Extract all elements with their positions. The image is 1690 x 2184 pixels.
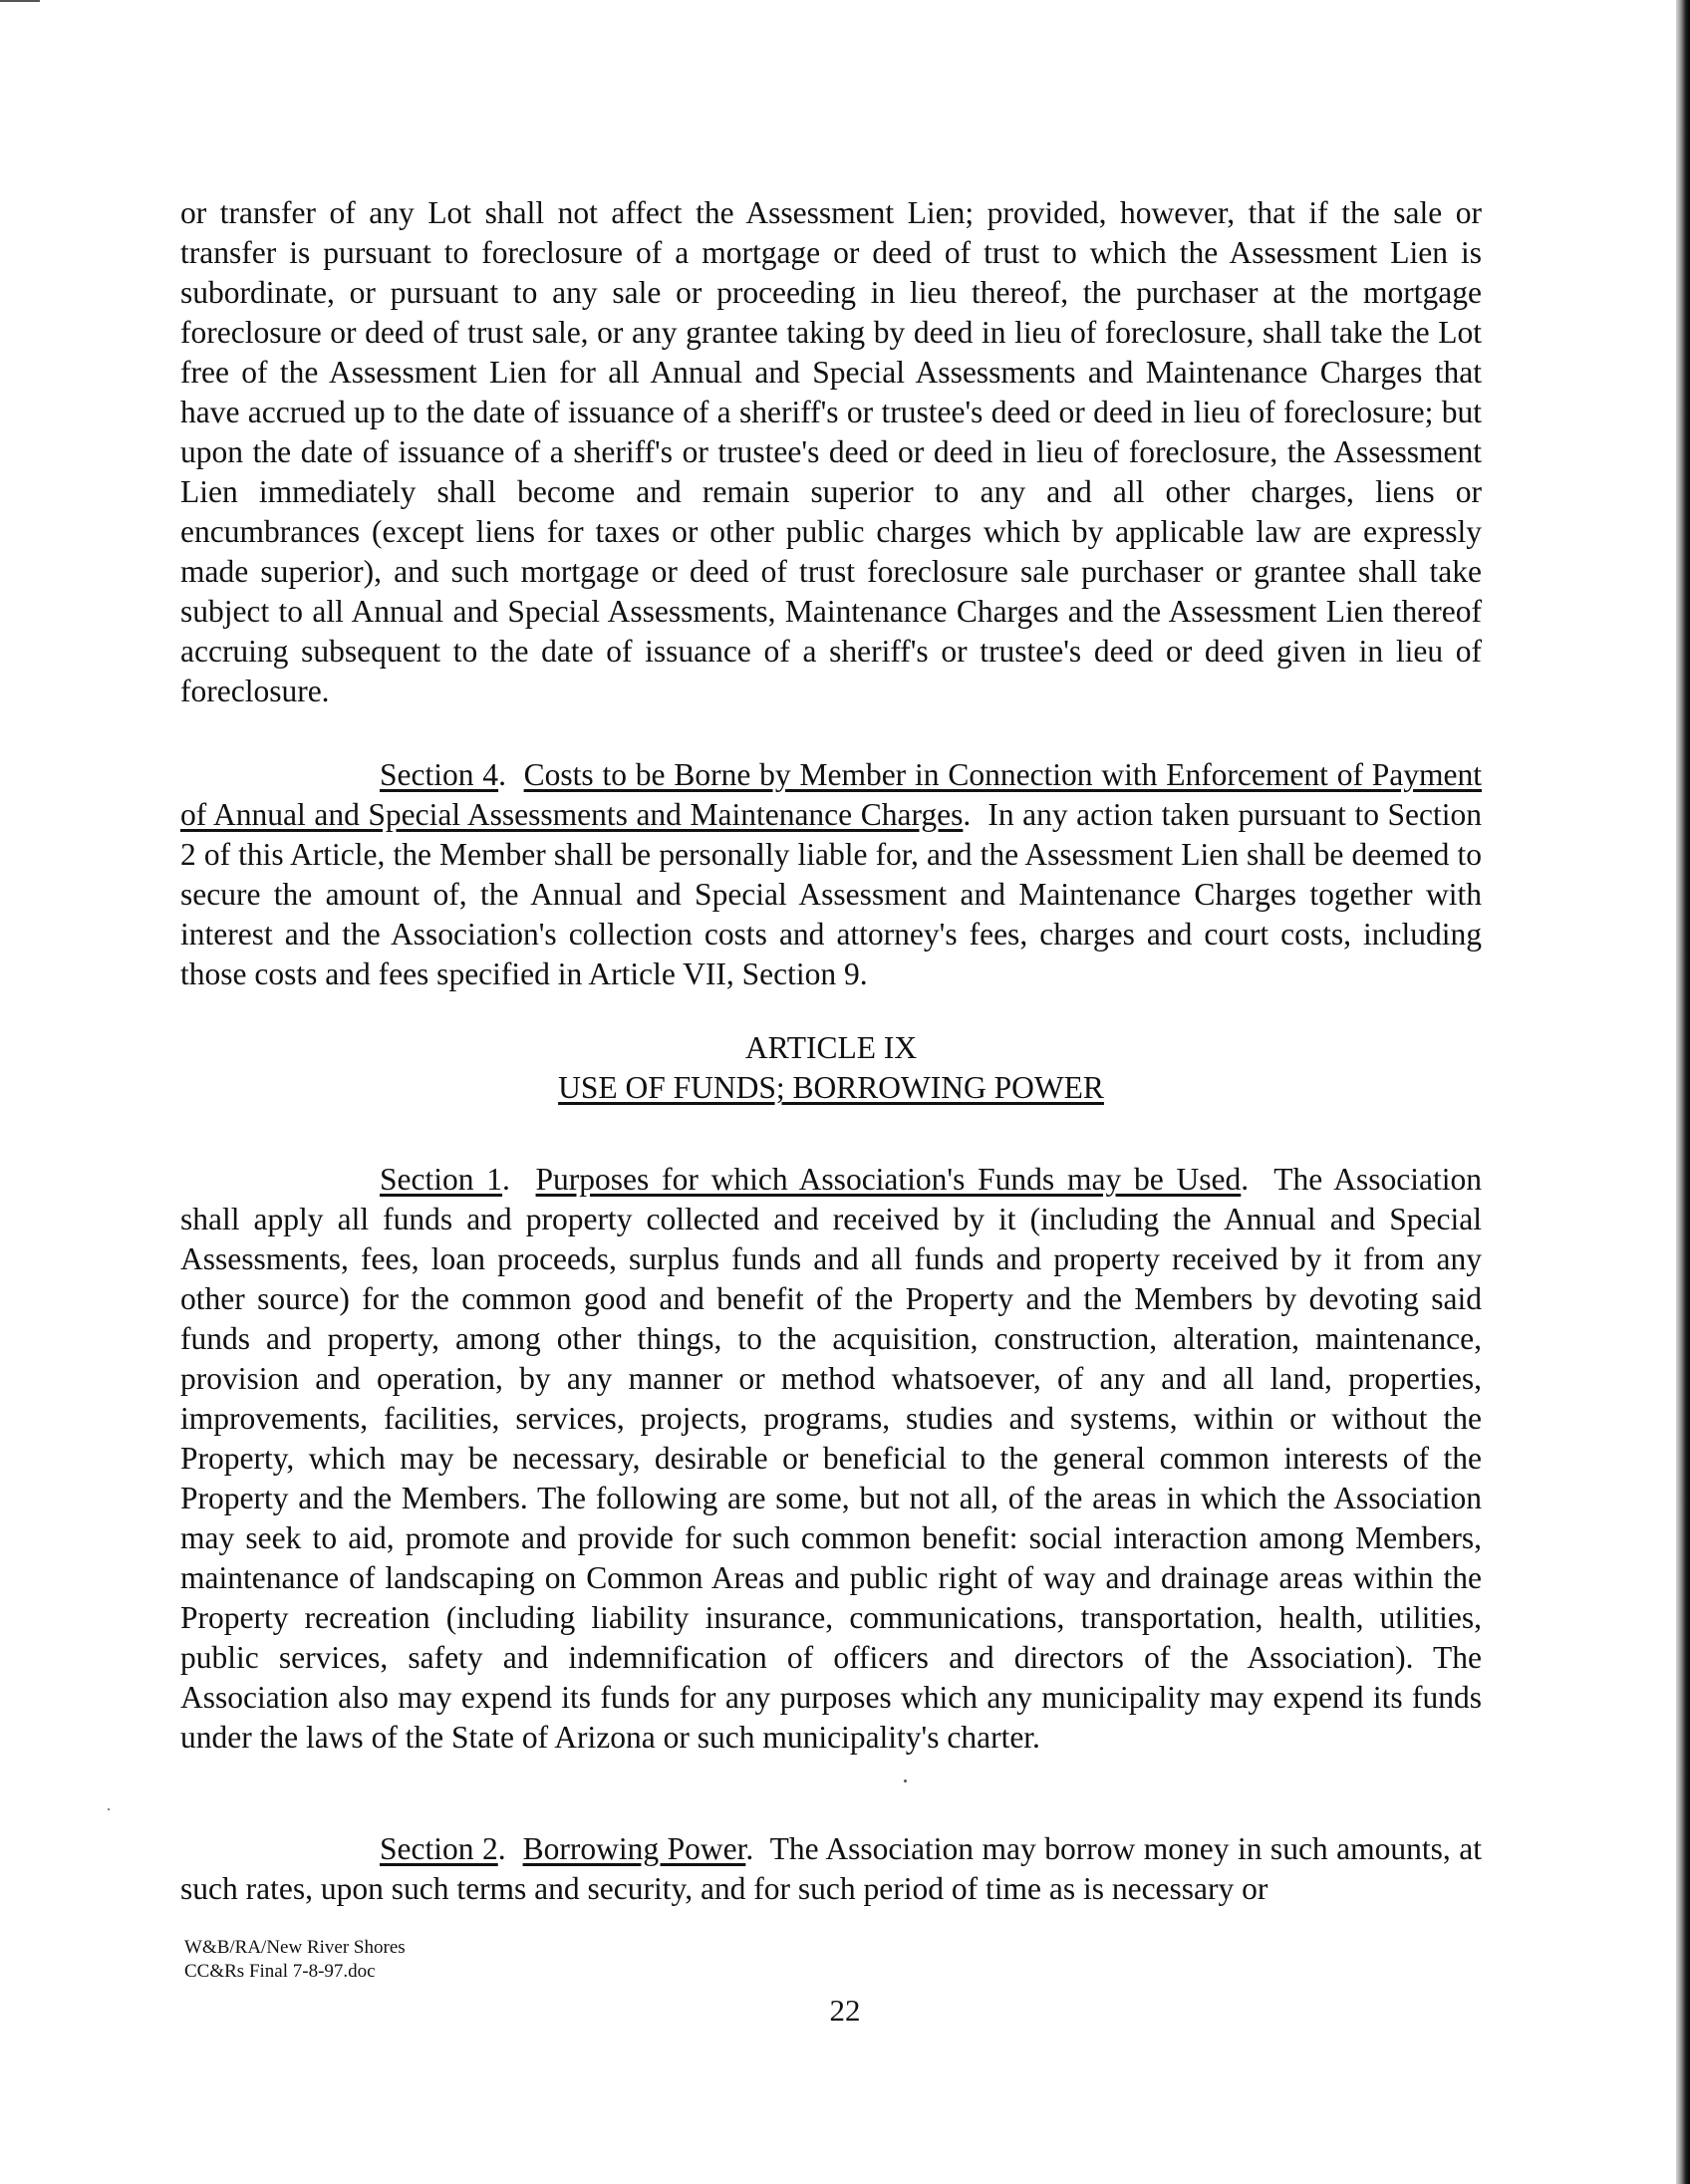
article-heading	[180, 1028, 1482, 1108]
section-2-number: Section 2	[380, 1831, 498, 1866]
section-1-number: Section 1	[380, 1162, 503, 1197]
section-4-paragraph: Section 4. Costs to be Borne by Member in Connection with Enforcement of Payment of Annual and Special Assessments and Maintenance Charges. In any action taken pursuant to Section 2 of this Article, the Member shall be personally liable for, and the Assessment Lien shall be deemed to secure the amount of, the Annual and Special Assessment and Maintenance Charges together with interest and the Association's collection costs and attorney's fees, charges and court costs, including those costs and fees specified in Article VII, Section 9.	[180, 757, 1483, 991]
footer-line-1: W&B/RA/New River Shores	[184, 1937, 406, 1958]
section-1-title: Purposes for which Association's Funds may be Used	[535, 1162, 1242, 1197]
scan-speck	[904, 1779, 907, 1782]
document-footer-reference	[184, 1936, 406, 1984]
section-2-body: The Association may borrow money in such amounts, at such rates, upon such terms and security, and for such period of time as is necessary or	[180, 1831, 1482, 1906]
section-2-title: Borrowing Power	[522, 1831, 746, 1866]
section-1-body: The Association shall apply all funds and property collected and received by it (including the Annual and Special Assessments, fees, loan proceeds, surplus funds and all funds and property received by it from any other source) for the common good and benefit of the Property and the Members by devoting said funds and property, among other things, to the acquisition, construction, alteration, maintenance, provision and operation, by any manner or method whatsoever, of any and all land, properties, improvements, facilities, services, projects, programs, studies and systems, within or without the Property, which may be necessary, desirable or beneficial to the general common interests of the Property and the Members. The following are some, but not all, of the areas in which the Association may seek to aid, promote and provide for such common benefit: social interaction among Members, maintenance of landscaping on Common Areas and public right of way and drainage areas within the Property recreation (including liability insurance, communications, transportation, health, utilities, public services, safety and indemnification of officers and directors of the Association). The Association also may expend its funds for any purposes which any municipality may expend its funds under the laws of the State of Arizona or such municipality's charter.	[180, 1162, 1482, 1755]
section-2-paragraph: Section 2. Borrowing Power. The Association may borrow money in such amounts, at such rates, upon such terms and security, and for such period of time as is necessary or	[180, 1831, 1482, 1906]
scan-edge-shadow	[1676, 0, 1690, 2184]
section-4-title: Costs to be Borne by Member in Connection with Enforcement of Payment of Annual and Special Assessments and Maintenance Charges	[180, 757, 1482, 832]
page-number: 22	[829, 1993, 861, 2028]
article-number: ARTICLE IX	[744, 1030, 918, 1065]
section-1-paragraph: Section 1. Purposes for which Association's Funds may be Used. The Association shall apply all funds and property collected and received by it (including the Annual and Special Assessments, fees, loan proceeds, surplus funds and all funds and property received by it from any other source) for the common good and benefit of the Property and the Members by devoting said funds and property, among other things, to the acquisition, construction, alteration, maintenance, provision and operation, by any manner or method whatsoever, of any and all land, properties, improvements, facilities, services, projects, programs, studies and systems, within or without the Property, which may be necessary, desirable or beneficial to the general common interests of the Property and the Members. The following are some, but not all, of the areas in which the Association may seek to aid, promote and provide for such common benefit: social interaction among Members, maintenance of landscaping on Common Areas and public right of way and drainage areas within the Property recreation (including liability insurance, communications, transportation, health, utilities, public services, safety and indemnification of officers and directors of the Association). The Association also may expend its funds for any purposes which any municipality may expend its funds under the laws of the State of Arizona or such municipality's charter.	[180, 1162, 1482, 1755]
article-title: USE OF FUNDS; BORROWING POWER	[558, 1070, 1104, 1105]
section-4-number: Section 4	[380, 757, 499, 792]
paragraph-lien-foreclosure: or transfer of any Lot shall not affect the Assessment Lien; provided, however, that if the sale or transfer is pursuant to foreclosure of a mortgage or deed of trust to which the Assessment Lien is subordinate, or pursuant to any sale or proceeding in lieu thereof, the purchaser at the mortgage foreclosure or deed of trust sale, or any grantee taking by deed in lieu of foreclosure, shall take the Lot free of the Assessment Lien for all Annual and Special Assessments and Maintenance Charges that have accrued up to the date of issuance of a sheriff's or trustee's deed or deed in lieu of foreclosure; but upon the date of issuance of a sheriff's or trustee's deed or deed in lieu of foreclosure, the Assessment Lien immediately shall become and remain superior to any and all other charges, liens or encumbrances (except liens for taxes or other public charges which by applicable law are expressly made superior), and such mortgage or deed of trust foreclosure sale purchaser or grantee shall take subject to all Annual and Special Assessments, Maintenance Charges and the Assessment Lien thereof accruing subsequent to the date of issuance of a sheriff's or trustee's deed or deed given in lieu of foreclosure.	[180, 195, 1482, 708]
section-4-body: In any action taken pursuant to Section 2 of this Article, the Member shall be personally liable for, and the Assessment Lien shall be deemed to secure the amount of, the Annual and Special Assessment and Maintenance Charges together with interest and the Association's collection costs and attorney's fees, charges and court costs, including those costs and fees specified in Article VII, Section 9.	[180, 797, 1483, 991]
footer-line-2: CC&Rs Final 7-8-97.doc	[184, 1961, 376, 1982]
scan-edge-mark	[0, 0, 40, 2]
scan-speck	[108, 1808, 110, 1810]
